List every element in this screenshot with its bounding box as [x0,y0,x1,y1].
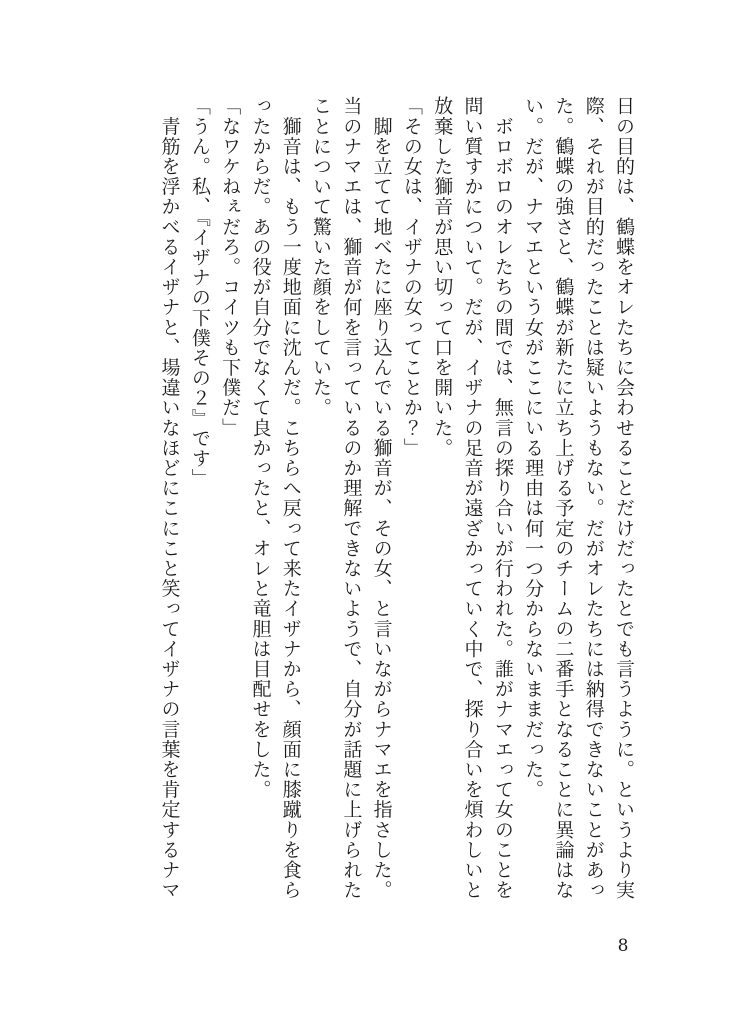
text-column: 問い質すかについて。だが、イザナの足音が遠ざかっていく中で、探り合いを煩わしいと [461,96,484,900]
text-column: 放棄した獅音が思い切って口を開いた。 [431,96,454,458]
text-column: 「うん。私、『イザナの下僕その２』です」 [188,96,211,489]
text-column: 獅音は、もう一度地面に沈んだ。こちらへ戻って来たイザナから、顔面に膝蹴りを食ら [279,96,302,900]
page-number: 8 [617,936,629,956]
text-column: ボロボロのオレたちの間では、無言の探り合いが行われた。誰がナマエって女のことを [491,96,514,900]
text-column: 日の目的は、鶴蝶をオレたちに会わせることだけだったとでも言うように。というより実 [613,96,635,900]
text-column: 「その女は、イザナの女ってことか？」 [400,96,423,458]
text-column: 際、それが目的だったことは疑いようもない。だがオレたちには納得できないことがあっ [582,96,605,900]
text-column: 「なワケねぇだろ。コイツも下僕だ」 [219,96,242,438]
text-column: い。だが、ナマエという女がここにいる理由は何一つ分からないままだった。 [522,96,545,800]
text-column: た。鶴蝶の強さと、鶴蝶が新たに立ち上げる予定のチームの二番手となることに異論はな [552,96,575,900]
text-column: ったからだ。あの役が自分でなくて良かったと、オレと竜胆は目配せをした。 [249,96,272,800]
text-column: 当のナマエは、獅音が何を言っているのか理解できないようで、自分が話題に上げられた [340,96,363,900]
text-column: 青筋を浮かべるイザナと、場違いなほどにこにこと笑ってイザナの言葉を肯定するナマ [158,96,181,900]
text-column: ことについて驚いた顔をしていた。 [310,96,333,418]
body-text [154,96,639,902]
text-column: 脚を立てて地べたに座り込んでいる獅音が、その女、と言いながらナマエを指さした。 [370,96,393,900]
